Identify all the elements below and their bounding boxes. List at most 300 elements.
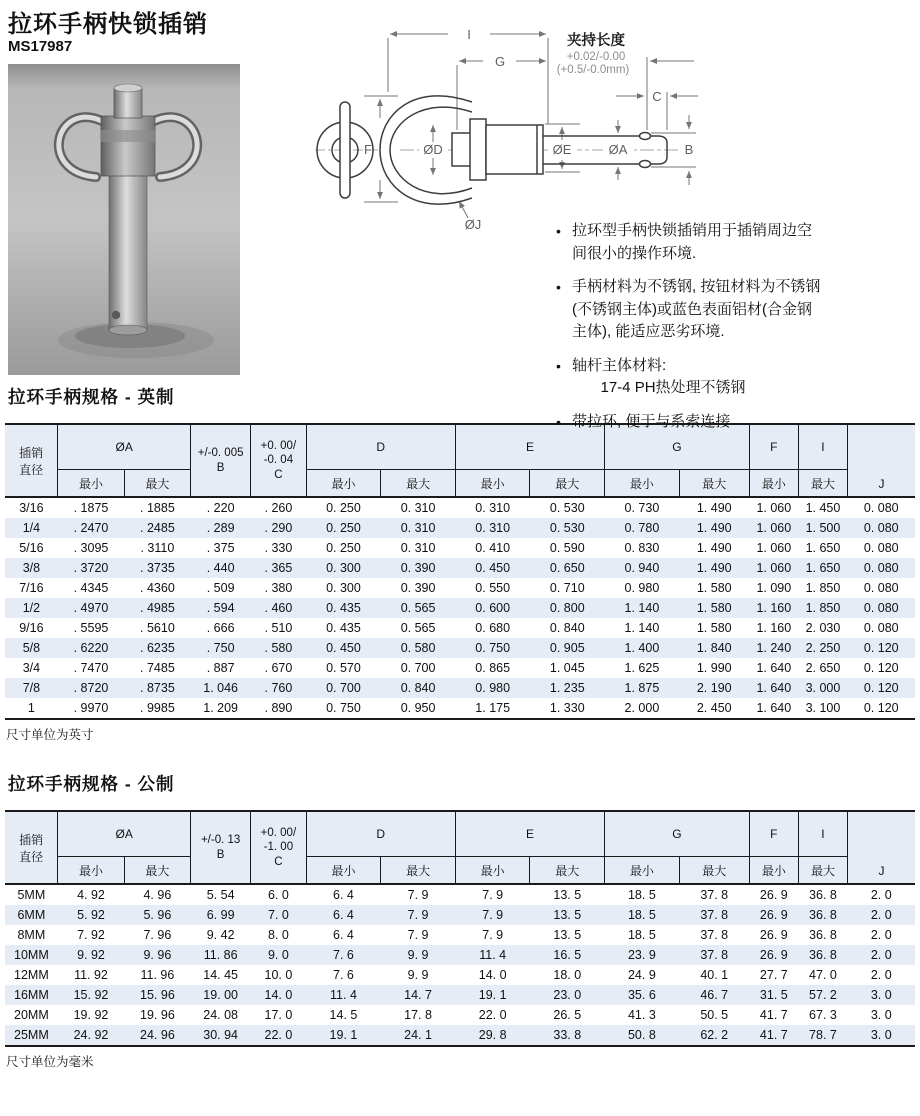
- table-cell: 0. 780: [624, 521, 660, 535]
- table-cell: 7. 6: [333, 948, 354, 962]
- table-cell: 7. 9: [407, 928, 429, 942]
- table-cell: 2. 0: [870, 968, 892, 982]
- table-cell: 9/16: [19, 621, 44, 635]
- table-cell: 0. 310: [400, 521, 436, 535]
- table-cell: 4. 92: [77, 888, 105, 902]
- table-cell: 0. 680: [475, 621, 511, 635]
- product-photo: [8, 64, 240, 375]
- table-cell: 1. 060: [756, 561, 792, 575]
- table-row: [5, 497, 915, 518]
- table-cell: . 594: [206, 601, 235, 615]
- body-band: [101, 130, 155, 142]
- table-cell: 1. 650: [805, 541, 841, 555]
- table-cell: . 460: [264, 601, 293, 615]
- pin-tip: [109, 325, 147, 335]
- table-row: [5, 678, 915, 698]
- table-cell: 1. 850: [805, 581, 841, 595]
- subheader-min: 最小: [306, 470, 381, 498]
- grip-note-tol1: +0.02/-0.00: [566, 51, 626, 63]
- table-cell: 0. 450: [475, 561, 511, 575]
- table-cell: 0. 590: [549, 541, 585, 555]
- subheader-max: 最大: [679, 470, 749, 498]
- table-cell: 0. 250: [326, 521, 361, 535]
- table-cell: 2. 190: [696, 681, 732, 695]
- table-cell: 1. 580: [696, 621, 732, 635]
- table-cell: 0. 080: [863, 601, 899, 615]
- table-cell: 0. 730: [624, 501, 660, 515]
- table-cell: . 2470: [73, 521, 109, 535]
- bullet-line: 带拉环, 便于与系索连接: [572, 412, 731, 430]
- table-cell: 1. 045: [549, 661, 585, 675]
- table-cell: 0. 650: [549, 561, 585, 575]
- table-cell: 37. 8: [700, 908, 729, 922]
- table-cell: 26. 9: [759, 888, 788, 902]
- subheader-max: 最大: [530, 857, 605, 885]
- grip-note-title: 夹持长度: [567, 33, 625, 49]
- table-cell: 2. 0: [870, 928, 892, 942]
- header-text: B: [216, 848, 225, 861]
- header-text: 直径: [19, 849, 44, 864]
- header-text: 直径: [19, 462, 44, 477]
- header-text: +/-0. 005: [197, 447, 244, 460]
- table-cell: 0. 310: [475, 501, 511, 515]
- table-cell: 5/16: [19, 541, 44, 555]
- col-header-i: I: [798, 424, 847, 470]
- table-cell: 7/16: [19, 581, 44, 595]
- table-cell: 20MM: [14, 1008, 49, 1022]
- dim-label-dia-j: ØJ: [464, 217, 482, 230]
- table-cell: 7. 92: [77, 928, 105, 942]
- table-cell: 1. 060: [756, 541, 792, 555]
- table-row: [5, 945, 915, 965]
- table-cell: . 4970: [73, 601, 109, 615]
- col-header-pin-diameter: [5, 424, 58, 497]
- table-cell: 3. 0: [870, 1028, 892, 1042]
- col-header-j: J: [848, 811, 915, 884]
- col-header-e: E: [455, 424, 604, 470]
- table-cell: 0. 120: [863, 701, 899, 715]
- table-cell: 0. 800: [549, 601, 585, 615]
- table-row: [5, 598, 915, 618]
- table-cell: 0. 840: [400, 681, 436, 695]
- table-cell: 0. 700: [326, 681, 361, 695]
- metric-spec-table: [5, 810, 915, 1047]
- table-cell: . 3110: [140, 541, 175, 555]
- table-cell: 24. 92: [73, 1028, 109, 1042]
- table-cell: 5. 96: [143, 908, 172, 922]
- table-cell: 35. 6: [627, 988, 656, 1002]
- bullet-item: [556, 276, 920, 344]
- table-cell: 36. 8: [809, 908, 837, 922]
- metric-section-title: 拉环手柄规格 - 公制: [8, 774, 175, 794]
- dim-label-dia-a: ØA: [608, 142, 628, 157]
- table-cell: 7. 96: [143, 928, 172, 942]
- table-cell: 0. 950: [400, 701, 436, 715]
- table-cell: 7. 9: [407, 908, 429, 922]
- table-cell: 1. 160: [756, 621, 792, 635]
- table-cell: . 890: [264, 701, 293, 715]
- push-button: [114, 88, 142, 118]
- table-cell: 29. 8: [478, 1028, 507, 1042]
- table-cell: 0. 905: [549, 641, 585, 655]
- table-cell: 41. 3: [627, 1008, 656, 1022]
- dim-label-c: C: [652, 89, 662, 104]
- table-cell: 6. 4: [333, 928, 354, 942]
- subheader-min: 最小: [749, 857, 798, 885]
- table-cell: 7/8: [22, 681, 41, 695]
- table-cell: 1. 490: [696, 521, 732, 535]
- subheader-max: 最大: [530, 470, 605, 498]
- table-row: [5, 925, 915, 945]
- col-header-f: F: [749, 811, 798, 857]
- table-cell: 1. 875: [624, 681, 660, 695]
- table-cell: 7. 6: [333, 968, 354, 982]
- table-cell: 1: [27, 701, 35, 715]
- table-cell: . 5610: [140, 621, 175, 635]
- table-cell: . 9970: [73, 701, 109, 715]
- table-cell: 2. 250: [805, 641, 841, 655]
- table-cell: 0. 300: [326, 561, 361, 575]
- table-cell: 7. 9: [407, 888, 429, 902]
- bullet-line: 间很小的操作环境.: [572, 244, 697, 262]
- table-cell: 26. 5: [553, 1008, 582, 1022]
- table-cell: 14. 5: [329, 1008, 358, 1022]
- table-row: [5, 618, 915, 638]
- table-cell: 5/8: [22, 641, 41, 655]
- table-cell: 14. 0: [264, 988, 293, 1002]
- bullet-text: [572, 276, 820, 344]
- table-cell: 8. 0: [267, 928, 289, 942]
- header-text: B: [216, 461, 225, 474]
- table-cell: 0. 830: [624, 541, 660, 555]
- table-cell: 0. 750: [475, 641, 511, 655]
- table-cell: 0. 410: [475, 541, 511, 555]
- dim-label-dia-e: ØE: [552, 142, 572, 157]
- table-cell: 0. 550: [475, 581, 511, 595]
- table-cell: 0. 530: [549, 501, 585, 515]
- table-cell: 6. 4: [333, 888, 354, 902]
- table-cell: 0. 080: [863, 561, 899, 575]
- col-header-d: D: [306, 424, 455, 470]
- bullet-line: 17-4 PH热处理不锈钢: [600, 379, 746, 396]
- table-cell: 22. 0: [264, 1028, 293, 1042]
- table-cell: 0. 980: [475, 681, 511, 695]
- dim-label-f: F: [364, 142, 372, 157]
- table-cell: 0. 300: [326, 581, 361, 595]
- table-row: [5, 985, 915, 1005]
- bullet-marker: •: [556, 279, 561, 295]
- table-cell: 33. 8: [553, 1028, 582, 1042]
- bullet-text: [572, 355, 746, 400]
- table-cell: 2. 450: [696, 701, 732, 715]
- subheader-min: 最小: [455, 470, 530, 498]
- table-cell: 19. 1: [478, 988, 507, 1002]
- table-cell: 26. 9: [759, 948, 788, 962]
- table-cell: 18. 5: [627, 908, 656, 922]
- table-cell: 24. 9: [627, 968, 656, 982]
- table-cell: 0. 750: [326, 701, 361, 715]
- col-header-a: ØA: [58, 811, 191, 857]
- bullet-item: [556, 220, 920, 265]
- col-header-pin-diameter: [5, 811, 58, 884]
- table-cell: 36. 8: [809, 948, 837, 962]
- subheader-min: 最小: [58, 470, 124, 498]
- imperial-spec-table: [5, 423, 915, 720]
- page-title: 拉环手柄快锁插销: [8, 11, 208, 38]
- table-cell: 0. 700: [400, 661, 436, 675]
- metric-table-header: [5, 811, 915, 884]
- table-cell: 3. 000: [805, 681, 841, 695]
- subheader-min: 最小: [605, 857, 680, 885]
- technical-drawing: [300, 12, 700, 230]
- table-cell: 12MM: [14, 968, 49, 982]
- bullet-line: (不锈钢主体)或蓝色表面铝材(合金钢: [572, 300, 812, 318]
- table-cell: 24. 08: [203, 1008, 239, 1022]
- feature-bullets: [556, 220, 920, 444]
- table-cell: 10. 0: [264, 968, 293, 982]
- bullet-item: [556, 355, 920, 400]
- subheader-max: 最大: [124, 857, 190, 885]
- table-cell: 37. 8: [700, 888, 729, 902]
- table-cell: 11. 4: [330, 988, 357, 1002]
- table-row: [5, 518, 915, 538]
- table-cell: . 3095: [73, 541, 109, 555]
- table-cell: 62. 2: [700, 1028, 729, 1042]
- table-cell: 17. 8: [404, 1008, 432, 1022]
- subheader-max: 最大: [381, 470, 456, 498]
- table-cell: 0. 250: [326, 541, 361, 555]
- subheader-min: 最小: [306, 857, 381, 885]
- table-cell: . 9985: [140, 701, 175, 715]
- table-cell: 9. 42: [206, 928, 235, 942]
- table-cell: 11. 86: [203, 948, 238, 962]
- table-cell: 2. 0: [870, 908, 892, 922]
- table-cell: 22. 0: [478, 1008, 507, 1022]
- table-cell: 46. 7: [700, 988, 729, 1002]
- table-cell: 0. 390: [400, 581, 436, 595]
- table-cell: 1. 090: [756, 581, 792, 595]
- table-cell: . 289: [206, 521, 235, 535]
- table-cell: 3. 100: [805, 701, 841, 715]
- subheader-max: 最大: [798, 470, 847, 498]
- table-cell: 30. 94: [203, 1028, 239, 1042]
- table-cell: . 887: [206, 661, 235, 675]
- table-row: [5, 658, 915, 678]
- table-cell: 26. 9: [759, 928, 788, 942]
- subheader-min: 最小: [749, 470, 798, 498]
- table-cell: 9. 92: [77, 948, 105, 962]
- bullet-line: 主体), 能适应恶劣环境.: [572, 323, 725, 340]
- table-cell: 0. 435: [326, 621, 361, 635]
- table-cell: 0. 580: [400, 641, 436, 655]
- table-cell: 11. 4: [479, 948, 507, 962]
- pin-shaft: [109, 172, 147, 330]
- header-text: -0. 04: [263, 454, 294, 467]
- table-cell: 1. 490: [696, 541, 732, 555]
- table-cell: 24. 96: [140, 1028, 175, 1042]
- table-cell: 0. 250: [326, 501, 361, 515]
- imperial-footnote: 尺寸单位为英寸: [6, 728, 94, 742]
- table-cell: 3/4: [22, 661, 41, 675]
- table-cell: 11. 96: [140, 968, 175, 982]
- dim-label-i: I: [467, 27, 471, 42]
- table-cell: 23. 0: [553, 988, 582, 1002]
- bullet-text: [572, 220, 812, 265]
- table-cell: 16. 5: [553, 948, 582, 962]
- table-cell: 2. 000: [624, 701, 660, 715]
- col-header-j: J: [848, 424, 915, 497]
- table-cell: 1. 046: [203, 681, 239, 695]
- table-cell: 19. 1: [329, 1028, 358, 1042]
- col-header-c: [251, 811, 307, 884]
- table-cell: . 1885: [140, 501, 175, 515]
- table-cell: 6. 0: [267, 888, 289, 902]
- table-cell: . 8720: [73, 681, 109, 695]
- header-text: C: [274, 468, 283, 481]
- table-cell: . 4360: [140, 581, 175, 595]
- table-cell: . 6220: [73, 641, 109, 655]
- bullet-text: [572, 411, 730, 434]
- table-cell: . 220: [206, 501, 235, 515]
- table-cell: 5. 92: [77, 908, 105, 922]
- bullet-marker: •: [556, 223, 561, 239]
- table-cell: . 440: [206, 561, 235, 575]
- header-text: 插销: [19, 445, 44, 460]
- table-cell: 1. 240: [756, 641, 792, 655]
- table-cell: 1. 060: [756, 521, 792, 535]
- table-cell: 1. 209: [203, 701, 239, 715]
- col-header-f: F: [749, 424, 798, 470]
- table-cell: 15. 92: [73, 988, 109, 1002]
- table-cell: 7. 9: [482, 888, 504, 902]
- table-cell: 57. 2: [809, 988, 837, 1002]
- grip-note-tol2: (+0.5/-0.0mm): [556, 64, 630, 76]
- table-cell: 18. 5: [627, 928, 656, 942]
- table-cell: 6MM: [17, 908, 46, 922]
- col-header-b: [191, 811, 251, 884]
- table-cell: . 290: [264, 521, 293, 535]
- imperial-table-body: [5, 497, 915, 719]
- table-cell: 9. 0: [267, 948, 289, 962]
- table-cell: 6. 4: [333, 908, 354, 922]
- table-row: [5, 558, 915, 578]
- table-cell: 9. 9: [407, 948, 429, 962]
- table-cell: . 580: [264, 641, 293, 655]
- col-header-i: I: [798, 811, 847, 857]
- pin-body: [101, 116, 155, 176]
- table-cell: 1. 330: [549, 701, 585, 715]
- table-row: [5, 538, 915, 558]
- table-cell: 24. 1: [404, 1028, 432, 1042]
- col-header-b: [191, 424, 251, 497]
- table-cell: 19. 96: [140, 1008, 175, 1022]
- table-cell: 3. 0: [870, 988, 892, 1002]
- table-cell: 36. 8: [809, 888, 837, 902]
- subheader-max: 最大: [798, 857, 847, 885]
- table-cell: 27. 7: [759, 968, 788, 982]
- table-cell: 0. 865: [475, 661, 511, 675]
- table-cell: 25MM: [14, 1028, 49, 1042]
- table-cell: 47. 0: [809, 968, 837, 982]
- table-cell: 0. 310: [475, 521, 511, 535]
- table-cell: 37. 8: [700, 928, 729, 942]
- col-header-d: D: [306, 811, 455, 857]
- table-cell: . 666: [206, 621, 235, 635]
- table-cell: 0. 450: [326, 641, 361, 655]
- part-number: MS17987: [8, 38, 73, 55]
- table-row: [5, 1005, 915, 1025]
- table-cell: 1. 450: [805, 501, 841, 515]
- table-cell: 26. 9: [759, 908, 788, 922]
- table-cell: . 375: [206, 541, 235, 555]
- grip-length-note: [557, 31, 630, 76]
- table-cell: 16MM: [14, 988, 49, 1002]
- table-cell: 1. 160: [756, 601, 792, 615]
- table-cell: 0. 120: [863, 681, 899, 695]
- table-cell: . 5595: [73, 621, 109, 635]
- table-cell: 14. 45: [203, 968, 239, 982]
- header-text: +0. 00/: [260, 826, 297, 839]
- table-cell: 0. 390: [400, 561, 436, 575]
- table-cell: 0. 565: [400, 601, 436, 615]
- table-cell: 9. 9: [407, 968, 429, 982]
- table-cell: 1. 580: [696, 581, 732, 595]
- table-cell: 0. 080: [863, 521, 899, 535]
- dim-label-g: G: [494, 54, 506, 69]
- table-cell: 0. 310: [400, 541, 436, 555]
- table-row: [5, 965, 915, 985]
- button-top: [114, 84, 142, 92]
- table-cell: 37. 8: [700, 948, 729, 962]
- col-header-a: ØA: [58, 424, 191, 470]
- table-cell: 18. 5: [627, 888, 656, 902]
- table-cell: 50. 8: [627, 1028, 656, 1042]
- table-cell: . 380: [264, 581, 293, 595]
- table-cell: . 6235: [140, 641, 175, 655]
- col-header-g: G: [605, 424, 750, 470]
- table-cell: 1. 235: [549, 681, 585, 695]
- imperial-section-title: 拉环手柄规格 - 英制: [8, 387, 175, 407]
- table-cell: 13. 5: [553, 928, 582, 942]
- table-cell: . 2485: [140, 521, 175, 535]
- metric-table-body: [5, 884, 915, 1046]
- table-row: [5, 578, 915, 598]
- bullet-line: 拉环型手柄快锁插销用于插销周边空: [572, 222, 813, 239]
- table-cell: 1/2: [22, 601, 41, 615]
- metric-footnote: 尺寸单位为毫米: [6, 1055, 94, 1069]
- table-cell: 15. 96: [140, 988, 175, 1002]
- table-cell: . 3720: [73, 561, 109, 575]
- table-cell: 1/4: [22, 521, 41, 535]
- metric-section: [0, 771, 920, 1070]
- table-cell: 1. 500: [805, 521, 841, 535]
- subheader-min: 最小: [58, 857, 124, 885]
- table-cell: 0. 940: [624, 561, 660, 575]
- table-cell: 0. 080: [863, 501, 899, 515]
- table-cell: . 4345: [73, 581, 109, 595]
- table-cell: 6. 99: [206, 908, 235, 922]
- subheader-max: 最大: [124, 470, 190, 498]
- table-cell: . 1875: [73, 501, 109, 515]
- table-cell: 9. 96: [143, 948, 172, 962]
- table-cell: 0. 570: [326, 661, 361, 675]
- table-cell: 1. 400: [624, 641, 660, 655]
- table-cell: 0. 980: [624, 581, 660, 595]
- table-cell: 50. 5: [700, 1008, 729, 1022]
- table-cell: 1. 140: [624, 601, 660, 615]
- header-text: -1. 00: [263, 841, 294, 854]
- locking-ball: [112, 311, 120, 319]
